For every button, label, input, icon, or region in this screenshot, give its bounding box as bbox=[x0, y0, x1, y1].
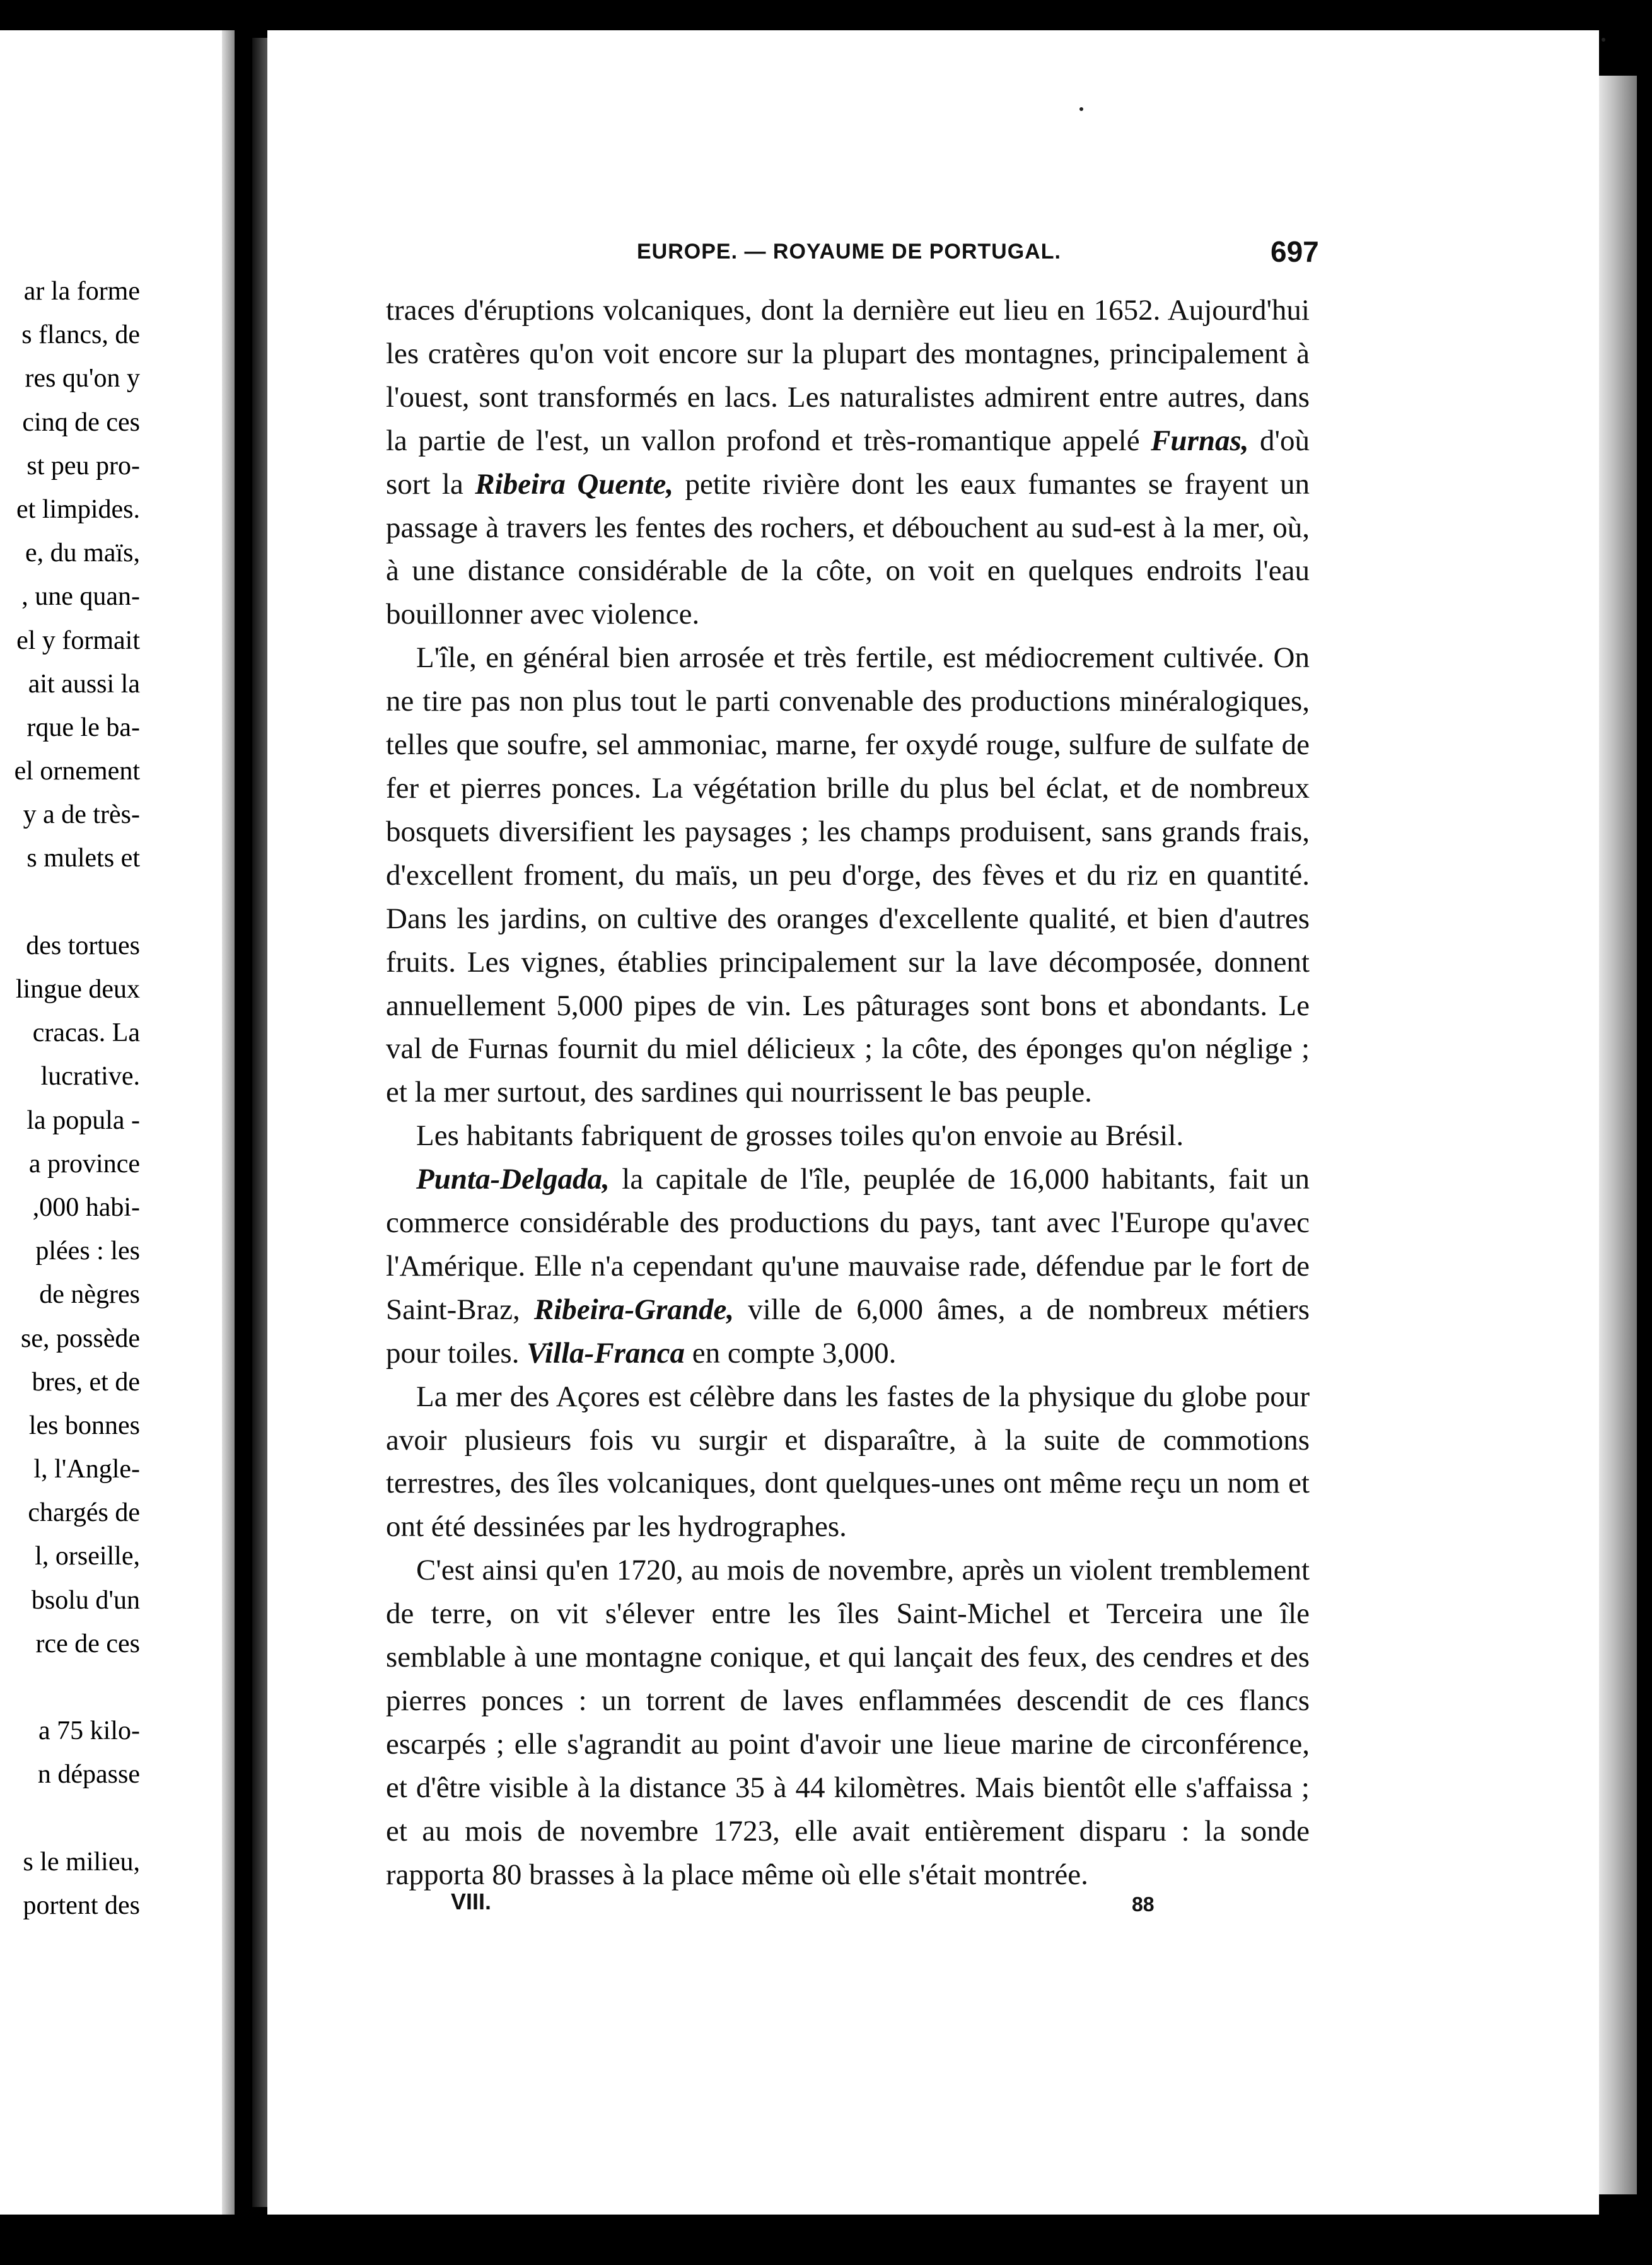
paragraph bbox=[386, 1375, 1310, 1549]
facing-page-blank bbox=[0, 1797, 140, 1841]
text-run: la capitale de l'île, peuplée de 16,000 habitants, fait un commerce considérable des productions du pays, tant avec l'Europe qu'avec l'Amérique. Elle n'a cependant qu'une mauvaise rade, défendue par le fort de Saint-Braz, bbox=[386, 1163, 1310, 1326]
facing-page-line: la popula - bbox=[26, 1105, 140, 1135]
speck bbox=[1079, 107, 1083, 111]
italic-place-name: Furnas, bbox=[1151, 424, 1249, 457]
signature-mark: VIII. bbox=[451, 1889, 492, 1914]
text-run: d'où sort la bbox=[386, 424, 1310, 501]
facing-page-line: s flancs, de bbox=[21, 320, 140, 350]
facing-page-line: res qu'on y bbox=[25, 364, 140, 393]
facing-page-line: ,000 habi- bbox=[32, 1192, 140, 1222]
page-number: 697 bbox=[1271, 235, 1319, 268]
facing-page-line: des tortues bbox=[26, 931, 140, 960]
facing-page-line: de nègres bbox=[39, 1280, 140, 1310]
signature-number: 88 bbox=[1132, 1893, 1155, 1916]
facing-page-line: cracas. La bbox=[32, 1018, 140, 1048]
facing-page-line: s mulets et bbox=[26, 844, 140, 873]
page-gutter-shadow bbox=[252, 38, 267, 2207]
facing-page-line: plées : les bbox=[35, 1237, 140, 1266]
text-run: La mer des Açores est célèbre dans les fastes de la physique du globe pour avoir plusieurs fois vu surgir et disparaître, à la suite de commotions terrestres, des îles volcaniques, dont quelques-unes ont même reçu un nom et ont été dessinées par les hydrographes. bbox=[386, 1380, 1310, 1544]
page-edge bbox=[1599, 76, 1637, 2194]
italic-place-name: Villa-Franca bbox=[526, 1336, 685, 1370]
facing-page-line: a province bbox=[28, 1149, 140, 1179]
facing-page-line: lucrative. bbox=[40, 1062, 140, 1092]
facing-page-line: ait aussi la bbox=[28, 669, 140, 699]
italic-place-name: Ribeira Quente, bbox=[475, 467, 674, 501]
facing-page-line: y a de très- bbox=[23, 800, 140, 830]
facing-page-line: rque le ba- bbox=[26, 713, 140, 742]
facing-page-blank bbox=[0, 1666, 140, 1709]
text-run: Les habitants fabriquent de grosses toiles qu'on envoie au Brésil. bbox=[416, 1119, 1184, 1153]
text-run: L'île, en général bien arrosée et très fertile, est médiocrement cultivée. On ne tire pas non plus tout le parti convenable des productions minéralogiques, telles que soufre, sel ammoniac, marne, fer oxydé rouge, sulfure de sulfate de fer et pierres ponces. La végétation brille du plus bel éclat, et de nombreux bosquets diversifient les paysages ; les champs produisent, sans grands frais, d'excellent froment, du maïs, un peu d'orge, des fèves et du riz en quantité. Dans les jardins, on cultive des oranges d'excellente qualité, et bien d'autres fruits. Les vignes, établies principalement sur la lave décomposée, donnent annuellement 5,000 pipes de vin. Les pâturages sont bons et abondants. Le val de Furnas fournit du miel délicieux ; la côte, des éponges qu'on néglige ; et la mer surtout, des sardines qui nourrissent le bas peuple. bbox=[386, 641, 1310, 1109]
facing-page-line: les bonnes bbox=[28, 1411, 140, 1440]
paragraph bbox=[386, 289, 1310, 636]
text-run: en compte 3,000. bbox=[684, 1336, 897, 1370]
facing-page-line: el ornement bbox=[14, 757, 140, 786]
facing-page-line: e, du maïs, bbox=[25, 539, 140, 568]
text-run: petite rivière dont les eaux fumantes se frayent un passage à travers les fentes des rochers, et débouchent au sud-est à la mer, où, à une distance considérable de la côte, on voit en quelques endroits l'eau bouillonner avec violence. bbox=[386, 467, 1310, 631]
paragraph bbox=[386, 1114, 1310, 1158]
text-run: C'est ainsi qu'en 1720, au mois de novembre, après un violent tremblement de terre, on vit s'élever entre les îles Saint-Michel et Terceira une île semblable à une montagne conique, et qui lançait des feux, des cendres et des pierres ponces : un torrent de laves enflammées descendit de ces flancs escarpés ; elle s'agrandit au point d'avoir une lieue marine de circonférence, et d'être visible à la distance 35 à 44 kilomètres. Mais bientôt elle s'affaissa ; et au mois de novembre 1723, elle avait entièrement disparu : la sonde rapporta 80 brasses à la place même où elle s'était montrée. bbox=[386, 1554, 1310, 1891]
facing-page-line: cinq de ces bbox=[22, 407, 140, 437]
facing-page-line: l, orseille, bbox=[35, 1542, 140, 1571]
facing-page-line: st peu pro- bbox=[26, 451, 140, 480]
italic-place-name: Ribeira-Grande, bbox=[533, 1293, 735, 1326]
facing-page-line: bres, et de bbox=[32, 1367, 140, 1397]
text-run: ville de 6,000 âmes, a de nombreux métiers pour toiles. bbox=[386, 1293, 1310, 1370]
facing-page-line: a 75 kilo- bbox=[38, 1716, 140, 1746]
paragraph bbox=[386, 1549, 1310, 1896]
facing-page-line: el y formait bbox=[16, 626, 140, 655]
facing-page-line: rce de ces bbox=[35, 1629, 140, 1658]
paragraph bbox=[386, 636, 1310, 1114]
facing-page-line: ar la forme bbox=[23, 277, 140, 306]
body-text bbox=[386, 289, 1310, 1897]
speck bbox=[1602, 38, 1605, 42]
paragraph bbox=[386, 1158, 1310, 1375]
facing-page-line: bsolu d'un bbox=[31, 1585, 140, 1615]
facing-page-gutter bbox=[222, 30, 235, 2215]
facing-page-line: l, l'Angle- bbox=[33, 1455, 140, 1484]
text-run: traces d'éruptions volcaniques, dont la dernière eut lieu en 1652. Aujourd'hui les cratères qu'on voit encore sur la plupart des montagnes, principalement à l'ouest, sont transformés en lacs. Les naturalistes admirent entre autres, dans la partie de l'est, un vallon profond et très-romantique appelé bbox=[386, 294, 1310, 457]
running-head: EUROPE. — ROYAUME DE PORTUGAL. bbox=[637, 240, 1061, 264]
facing-page-line: s le milieu, bbox=[23, 1847, 140, 1877]
facing-page-blank bbox=[0, 881, 140, 924]
facing-page-text bbox=[0, 270, 140, 1928]
facing-page-line: lingue deux bbox=[15, 975, 140, 1004]
facing-page-line: , une quan- bbox=[21, 582, 140, 612]
facing-page-line: se, possède bbox=[21, 1324, 140, 1353]
facing-page-line: chargés de bbox=[28, 1498, 140, 1528]
facing-page-line: n dépasse bbox=[37, 1760, 140, 1790]
facing-page-line: et limpides. bbox=[16, 494, 140, 524]
italic-place-name: Punta-Delgada, bbox=[416, 1163, 610, 1196]
facing-page-line: portent des bbox=[23, 1890, 140, 1920]
